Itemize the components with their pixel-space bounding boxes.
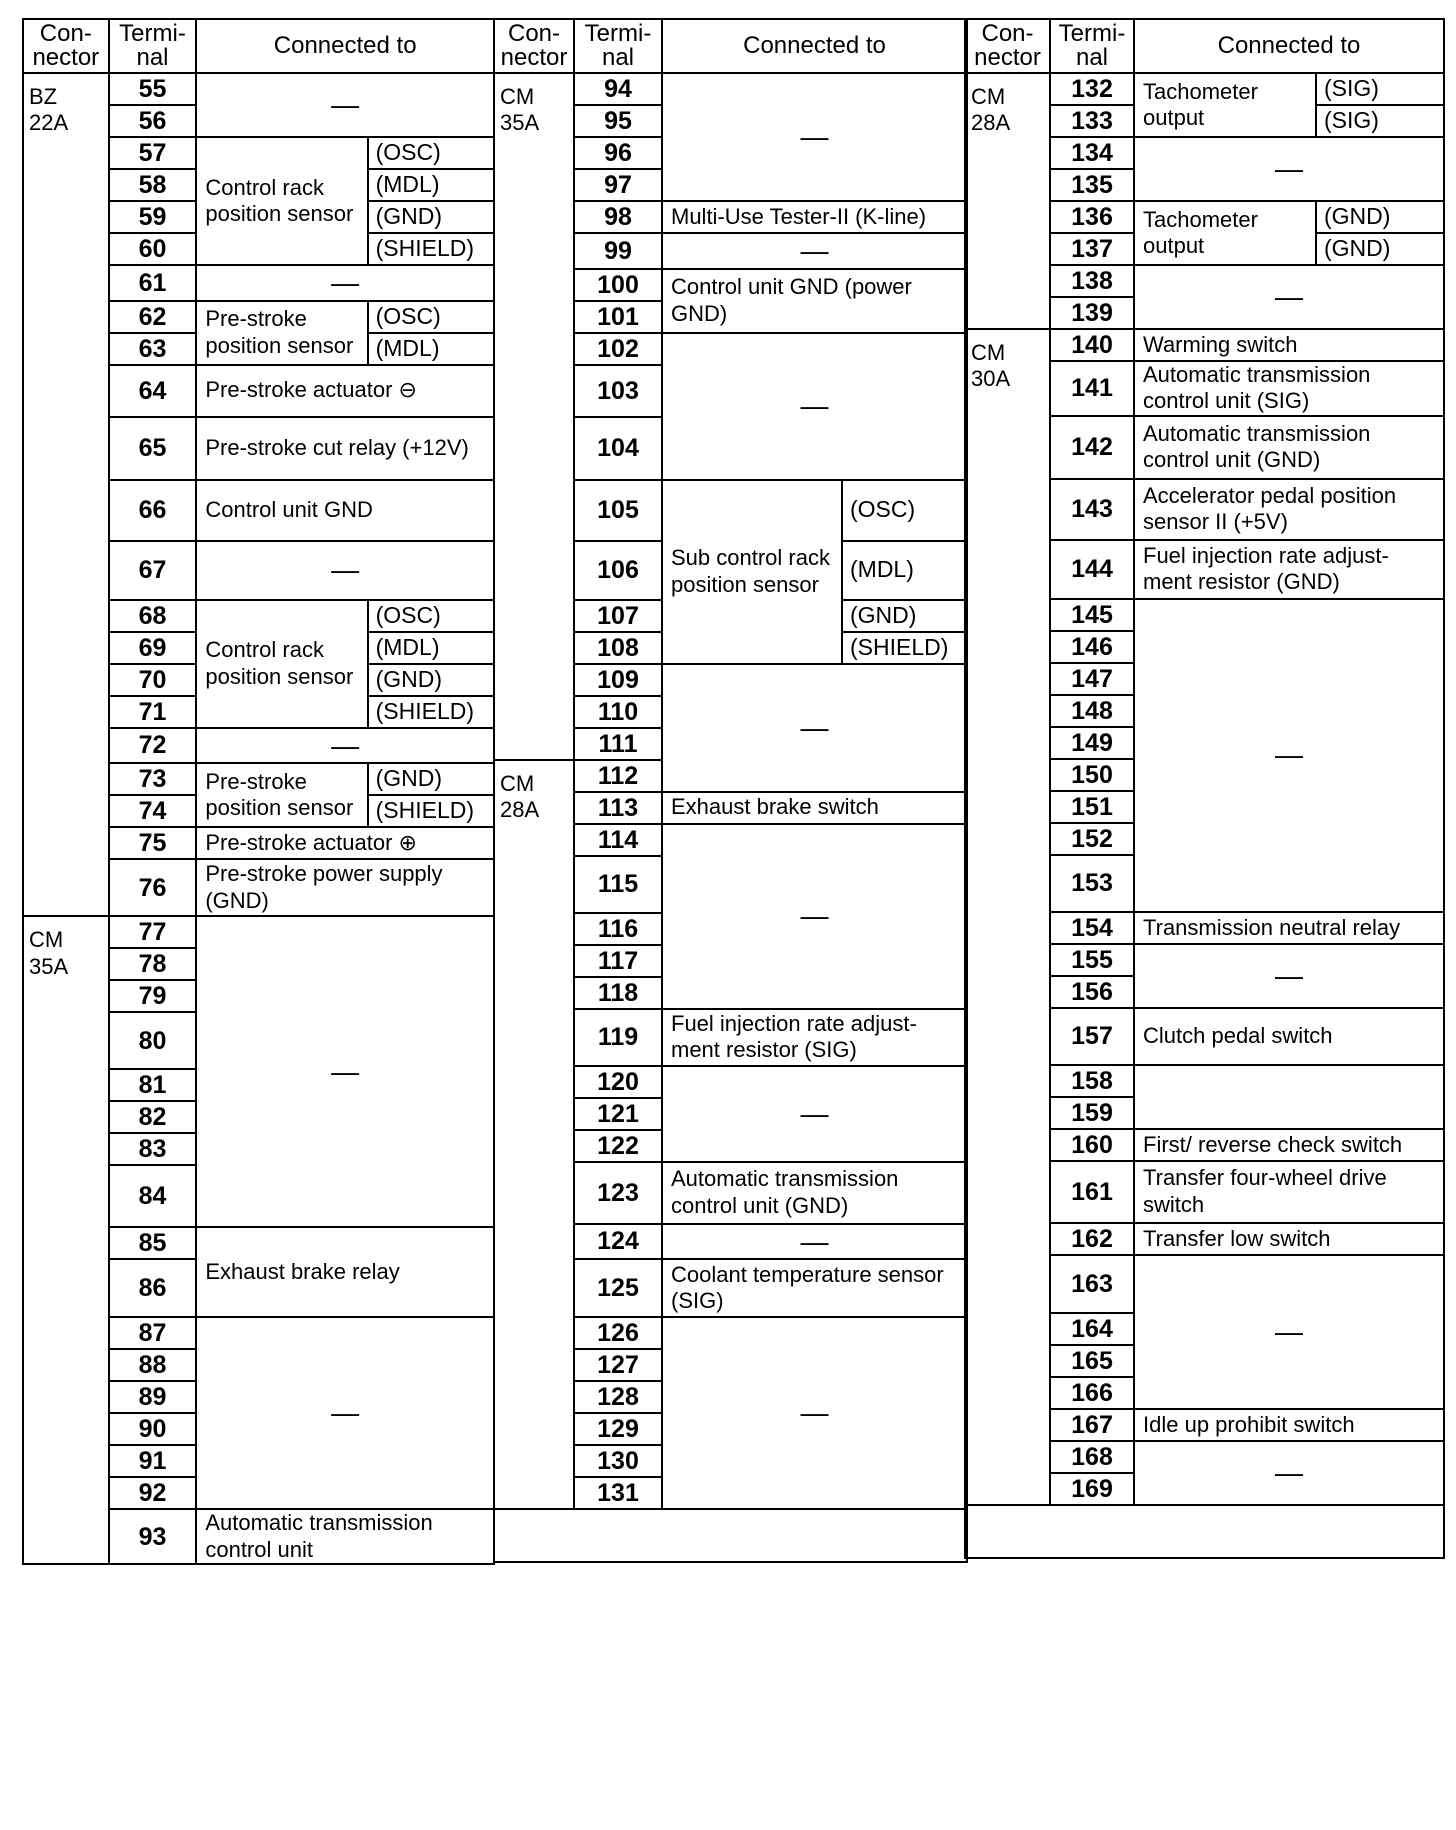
terminal-90: 90 <box>109 1413 197 1445</box>
accelerator-pedal-position-sensor: Accelerator pedal position sensor II (+5V) <box>1134 479 1444 540</box>
terminal-73: 73 <box>109 763 197 795</box>
terminal-146: 146 <box>1050 631 1134 663</box>
pinout-table <box>493 18 968 1510</box>
terminal-98: 98 <box>574 201 662 233</box>
terminal-164: 164 <box>1050 1313 1134 1345</box>
no-connection: — <box>196 728 494 764</box>
terminal-100: 100 <box>574 269 662 301</box>
terminal-83: 83 <box>109 1133 197 1165</box>
no-connection: — <box>1134 599 1444 912</box>
signal-mdl: (MDL) <box>368 632 494 664</box>
terminal-81: 81 <box>109 1069 197 1101</box>
terminal-111: 111 <box>574 728 662 760</box>
terminal-142: 142 <box>1050 416 1134 479</box>
terminal-124: 124 <box>574 1224 662 1260</box>
terminal-144: 144 <box>1050 540 1134 599</box>
no-connection: — <box>196 916 494 1227</box>
terminal-87: 87 <box>109 1317 197 1349</box>
terminal-71: 71 <box>109 696 197 728</box>
terminal-167: 167 <box>1050 1409 1134 1441</box>
terminal-133: 133 <box>1050 105 1134 137</box>
signal-gnd: (GND) <box>368 201 494 233</box>
terminal-140: 140 <box>1050 329 1134 361</box>
terminal-127: 127 <box>574 1349 662 1381</box>
first-reverse-check-switch: First/ reverse check switch <box>1134 1129 1444 1161</box>
header-connected-to: Connected to <box>662 19 967 73</box>
multi-use-tester: Multi-Use Tester-II (K-line) <box>662 201 967 233</box>
empty-footer-middle <box>493 1508 968 1563</box>
no-connection: — <box>662 1317 967 1509</box>
connector-cm35a: CM 35A <box>23 916 109 1564</box>
header-terminal: Termi- nal <box>1050 19 1134 73</box>
terminal-129: 129 <box>574 1413 662 1445</box>
table-row <box>494 73 967 105</box>
terminal-156: 156 <box>1050 976 1134 1008</box>
signal-mdl: (MDL) <box>842 541 967 600</box>
terminal-136: 136 <box>1050 201 1134 233</box>
sub-control-rack-position-sensor: Sub control rack position sensor <box>662 480 842 664</box>
terminal-116: 116 <box>574 913 662 945</box>
terminal-169: 169 <box>1050 1473 1134 1505</box>
no-connection: — <box>662 73 967 201</box>
header-connector: Con- nector <box>494 19 574 73</box>
terminal-94: 94 <box>574 73 662 105</box>
terminal-91: 91 <box>109 1445 197 1477</box>
terminal-89: 89 <box>109 1381 197 1413</box>
no-connection: — <box>196 541 494 600</box>
terminal-78: 78 <box>109 948 197 980</box>
terminal-134: 134 <box>1050 137 1134 169</box>
terminal-135: 135 <box>1050 169 1134 201</box>
no-connection: — <box>662 824 967 1009</box>
no-connection: — <box>662 664 967 792</box>
signal-sig: (SIG) <box>1316 73 1444 105</box>
terminal-67: 67 <box>109 541 197 600</box>
terminal-155: 155 <box>1050 944 1134 976</box>
signal-shield: (SHIELD) <box>842 632 967 664</box>
transmission-neutral-relay: Transmission neutral relay <box>1134 912 1444 944</box>
header-terminal: Termi- nal <box>109 19 197 73</box>
terminal-160: 160 <box>1050 1129 1134 1161</box>
terminal-137: 137 <box>1050 233 1134 265</box>
pane-left <box>22 18 495 1565</box>
control-unit-gnd: Control unit GND <box>196 480 494 541</box>
terminal-153: 153 <box>1050 855 1134 912</box>
no-connection: — <box>1134 944 1444 1008</box>
tachometer-output: Tachometer output <box>1134 73 1316 137</box>
signal-shield: (SHIELD) <box>368 696 494 728</box>
terminal-113: 113 <box>574 792 662 824</box>
terminal-143: 143 <box>1050 479 1134 540</box>
connector-cm35a: CM 35A <box>494 73 574 760</box>
tachometer-output: Tachometer output <box>1134 201 1316 265</box>
no-connection: — <box>1134 265 1444 329</box>
terminal-58: 58 <box>109 169 197 201</box>
terminal-96: 96 <box>574 137 662 169</box>
terminal-125: 125 <box>574 1259 662 1317</box>
idle-up-prohibit-switch: Idle up prohibit switch <box>1134 1409 1444 1441</box>
terminal-112: 112 <box>574 760 662 792</box>
terminal-157: 157 <box>1050 1008 1134 1065</box>
no-connection: — <box>1134 137 1444 201</box>
terminal-77: 77 <box>109 916 197 948</box>
automatic-transmission-control-unit-sig: Automatic transmission control unit (SIG) <box>1134 361 1444 416</box>
signal-gnd: (GND) <box>1316 233 1444 265</box>
pre-stroke-actuator-minus: Pre-stroke actuator ⊖ <box>196 365 494 417</box>
terminal-141: 141 <box>1050 361 1134 416</box>
terminal-149: 149 <box>1050 727 1134 759</box>
terminal-130: 130 <box>574 1445 662 1477</box>
terminal-148: 148 <box>1050 695 1134 727</box>
pre-stroke-position-sensor: Pre-stroke position sensor <box>196 763 367 827</box>
terminal-65: 65 <box>109 417 197 480</box>
terminal-166: 166 <box>1050 1377 1134 1409</box>
header-row <box>494 19 967 73</box>
no-connection: — <box>662 1066 967 1162</box>
connector-cm28a: CM 28A <box>494 760 574 1510</box>
pinout-table <box>22 18 495 1565</box>
terminal-104: 104 <box>574 417 662 480</box>
table-row <box>23 916 494 948</box>
terminal-145: 145 <box>1050 599 1134 631</box>
clutch-pedal-switch: Clutch pedal switch <box>1134 1008 1444 1065</box>
pane-middle <box>493 18 966 1510</box>
no-connection: — <box>1134 1441 1444 1505</box>
connector-bz22a: BZ 22A <box>23 73 109 916</box>
table-row <box>965 73 1444 105</box>
terminal-102: 102 <box>574 333 662 365</box>
terminal-108: 108 <box>574 632 662 664</box>
terminal-139: 139 <box>1050 297 1134 329</box>
control-unit-gnd-power: Control unit GND (power GND) <box>662 269 967 333</box>
signal-gnd: (GND) <box>1316 201 1444 233</box>
terminal-64: 64 <box>109 365 197 417</box>
terminal-106: 106 <box>574 541 662 600</box>
warming-switch: Warming switch <box>1134 329 1444 361</box>
terminal-119: 119 <box>574 1009 662 1066</box>
terminal-66: 66 <box>109 480 197 541</box>
fuel-injection-rate-resistor-sig: Fuel injection rate adjust- ment resistor (SIG) <box>662 1009 967 1066</box>
terminal-76: 76 <box>109 859 197 916</box>
signal-sig: (SIG) <box>1316 105 1444 137</box>
signal-shield: (SHIELD) <box>368 233 494 265</box>
no-connection: — <box>196 265 494 301</box>
terminal-61: 61 <box>109 265 197 301</box>
terminal-99: 99 <box>574 233 662 269</box>
pre-stroke-actuator-plus: Pre-stroke actuator ⊕ <box>196 827 494 859</box>
automatic-transmission-control-unit: Automatic transmission control unit <box>196 1509 494 1564</box>
terminal-117: 117 <box>574 945 662 977</box>
transfer-four-wheel-drive-switch: Transfer four-wheel drive switch <box>1134 1161 1444 1223</box>
terminal-105: 105 <box>574 480 662 541</box>
terminal-55: 55 <box>109 73 197 105</box>
terminal-154: 154 <box>1050 912 1134 944</box>
signal-osc: (OSC) <box>368 600 494 632</box>
terminal-60: 60 <box>109 233 197 265</box>
terminal-158: 158 <box>1050 1065 1134 1097</box>
header-terminal: Termi- nal <box>574 19 662 73</box>
terminal-114: 114 <box>574 824 662 856</box>
signal-gnd: (GND) <box>368 664 494 696</box>
no-connection: — <box>1134 1255 1444 1409</box>
pane-right <box>964 18 1437 1506</box>
terminal-123: 123 <box>574 1162 662 1224</box>
terminal-132: 132 <box>1050 73 1134 105</box>
terminal-85: 85 <box>109 1227 197 1259</box>
exhaust-brake-switch: Exhaust brake switch <box>662 792 967 824</box>
no-connection: — <box>662 333 967 480</box>
pre-stroke-cut-relay: Pre-stroke cut relay (+12V) <box>196 417 494 480</box>
terminal-138: 138 <box>1050 265 1134 297</box>
automatic-transmission-control-unit-gnd: Automatic transmission control unit (GND) <box>662 1162 967 1224</box>
pre-stroke-power-supply: Pre-stroke power supply (GND) <box>196 859 494 916</box>
terminal-118: 118 <box>574 977 662 1009</box>
terminal-57: 57 <box>109 137 197 169</box>
terminal-92: 92 <box>109 1477 197 1509</box>
terminal-80: 80 <box>109 1012 197 1069</box>
terminal-131: 131 <box>574 1477 662 1509</box>
terminal-93: 93 <box>109 1509 197 1564</box>
terminal-126: 126 <box>574 1317 662 1349</box>
signal-mdl: (MDL) <box>368 169 494 201</box>
terminal-162: 162 <box>1050 1223 1134 1255</box>
signal-gnd: (GND) <box>842 600 967 632</box>
terminal-151: 151 <box>1050 791 1134 823</box>
fuel-injection-rate-resistor-gnd: Fuel injection rate adjust- ment resistor (GND) <box>1134 540 1444 599</box>
header-row <box>965 19 1444 73</box>
terminal-107: 107 <box>574 600 662 632</box>
coolant-temperature-sensor: Coolant temperature sensor (SIG) <box>662 1259 967 1317</box>
terminal-59: 59 <box>109 201 197 233</box>
terminal-101: 101 <box>574 301 662 333</box>
terminal-62: 62 <box>109 301 197 333</box>
empty-cell <box>1134 1065 1444 1129</box>
control-rack-position-sensor: Control rack position sensor <box>196 137 367 265</box>
no-connection: — <box>196 1317 494 1509</box>
terminal-147: 147 <box>1050 663 1134 695</box>
header-connected-to: Connected to <box>1134 19 1444 73</box>
connector-cm30a: CM 30A <box>965 329 1050 1505</box>
terminal-74: 74 <box>109 795 197 827</box>
header-connector: Con- nector <box>965 19 1050 73</box>
signal-shield: (SHIELD) <box>368 795 494 827</box>
empty-footer-right <box>964 1504 1445 1559</box>
terminal-72: 72 <box>109 728 197 764</box>
no-connection: — <box>662 1224 967 1260</box>
terminal-75: 75 <box>109 827 197 859</box>
terminal-103: 103 <box>574 365 662 417</box>
terminal-56: 56 <box>109 105 197 137</box>
exhaust-brake-relay: Exhaust brake relay <box>196 1227 494 1317</box>
signal-mdl: (MDL) <box>368 333 494 365</box>
terminal-159: 159 <box>1050 1097 1134 1129</box>
terminal-69: 69 <box>109 632 197 664</box>
terminal-163: 163 <box>1050 1255 1134 1313</box>
terminal-79: 79 <box>109 980 197 1012</box>
signal-osc: (OSC) <box>368 301 494 333</box>
terminal-109: 109 <box>574 664 662 696</box>
terminal-122: 122 <box>574 1130 662 1162</box>
header-row <box>23 19 494 73</box>
terminal-68: 68 <box>109 600 197 632</box>
no-connection: — <box>196 73 494 137</box>
terminal-88: 88 <box>109 1349 197 1381</box>
terminal-168: 168 <box>1050 1441 1134 1473</box>
terminal-63: 63 <box>109 333 197 365</box>
terminal-165: 165 <box>1050 1345 1134 1377</box>
terminal-152: 152 <box>1050 823 1134 855</box>
pinout-table <box>964 18 1445 1506</box>
terminal-97: 97 <box>574 169 662 201</box>
terminal-95: 95 <box>574 105 662 137</box>
terminal-161: 161 <box>1050 1161 1134 1223</box>
terminal-82: 82 <box>109 1101 197 1133</box>
terminal-86: 86 <box>109 1259 197 1317</box>
control-rack-position-sensor: Control rack position sensor <box>196 600 367 728</box>
terminal-128: 128 <box>574 1381 662 1413</box>
terminal-110: 110 <box>574 696 662 728</box>
header-connected-to: Connected to <box>196 19 494 73</box>
signal-gnd: (GND) <box>368 763 494 795</box>
table-row <box>23 73 494 105</box>
header-connector: Con- nector <box>23 19 109 73</box>
terminal-70: 70 <box>109 664 197 696</box>
terminal-115: 115 <box>574 856 662 913</box>
connector-cm28a: CM 28A <box>965 73 1050 329</box>
terminal-120: 120 <box>574 1066 662 1098</box>
terminal-121: 121 <box>574 1098 662 1130</box>
no-connection: — <box>662 233 967 269</box>
table-row <box>965 329 1444 361</box>
transfer-low-switch: Transfer low switch <box>1134 1223 1444 1255</box>
pre-stroke-position-sensor: Pre-stroke position sensor <box>196 301 367 365</box>
terminal-150: 150 <box>1050 759 1134 791</box>
automatic-transmission-control-unit-gnd: Automatic transmission control unit (GND) <box>1134 416 1444 479</box>
terminal-84: 84 <box>109 1165 197 1227</box>
signal-osc: (OSC) <box>842 480 967 541</box>
signal-osc: (OSC) <box>368 137 494 169</box>
